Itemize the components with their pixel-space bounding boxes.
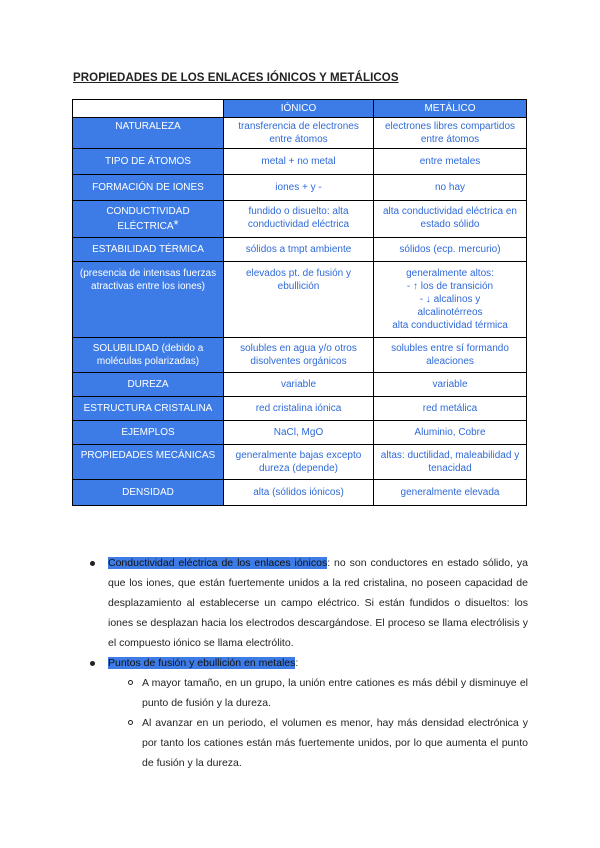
metalico-intro: generalmente altos: <box>406 268 494 279</box>
bullet-puntos-fusion <box>90 653 528 673</box>
cell-ionico: fundido o disuelto: alta conductividad eléctrica <box>224 201 374 238</box>
cell-metalico: Aluminio, Cobre <box>374 421 527 445</box>
row-label: CONDUCTIVIDAD ELÉCTRICA <box>106 206 190 232</box>
cell-metalico: sólidos (ecp. mercurio) <box>374 238 527 262</box>
bullet-conductividad <box>90 553 528 653</box>
asterisk-mark: * <box>173 217 179 232</box>
table-row <box>73 175 527 201</box>
cell-ionico: NaCl, MgO <box>224 421 374 445</box>
bullet-dot-icon <box>90 661 95 666</box>
table-row <box>73 238 527 262</box>
cell-ionico: solubles en agua y/o otros disolventes orgánicos <box>224 338 374 373</box>
cell-metalico: altas: ductilidad, maleabilidad y tenacidad <box>374 445 527 480</box>
cell-ionico: elevados pt. de fusión y ebullición <box>224 262 374 338</box>
highlighted-term: Conductividad eléctrica de los enlaces iónicos <box>108 557 328 569</box>
cell-metalico: entre metales <box>374 149 527 175</box>
table-row <box>73 262 527 338</box>
cell-metalico: alta conductividad eléctrica en estado sólido <box>374 201 527 238</box>
table-row <box>73 201 527 238</box>
column-header-metalico: METÁLICO <box>374 100 527 118</box>
table-row <box>73 445 527 480</box>
cell-metalico: solubles entre sí formando aleaciones <box>374 338 527 373</box>
table-row <box>73 118 527 149</box>
row-label: NATURALEZA <box>73 118 224 149</box>
header-blank-cell <box>73 100 224 118</box>
row-label: DUREZA <box>73 373 224 397</box>
list-item: - ↓ alcalinos y <box>419 294 481 305</box>
row-label: EJEMPLOS <box>73 421 224 445</box>
metalico-list <box>377 280 523 319</box>
cell-metalico: electrones libres compartidos entre átomos <box>374 118 527 149</box>
list-item: - ↑ los de transición <box>406 281 494 292</box>
cell-metalico <box>374 262 527 338</box>
cell-ionico: iones + y - <box>224 175 374 201</box>
row-label: SOLUBILIDAD (debido a moléculas polarizadas) <box>73 338 224 373</box>
sub-bullet-text: A mayor tamaño, en un grupo, la unión entre cationes es más débil y disminuye el punto de fusión y la dureza. <box>142 677 528 709</box>
sub-bullet-circle-icon <box>128 720 133 725</box>
cell-ionico: sólidos a tmpt ambiente <box>224 238 374 262</box>
column-header-ionico: IÓNICO <box>224 100 374 118</box>
sub-bullet-text: Al avanzar en un periodo, el volumen es menor, hay más densidad electrónica y por tanto los cationes están más fuertemente unidos, por lo que aumenta el punto de fusión y la dureza. <box>142 717 528 769</box>
sub-bullet-periodo <box>90 713 528 773</box>
row-label: DENSIDAD <box>73 480 224 506</box>
table-row <box>73 338 527 373</box>
row-label-cell <box>73 201 224 238</box>
cell-ionico: variable <box>224 373 374 397</box>
row-label: FORMACIÓN DE IONES <box>73 175 224 201</box>
table-row <box>73 480 527 506</box>
cell-metalico: red metálica <box>374 397 527 421</box>
cell-ionico: alta (sólidos iónicos) <box>224 480 374 506</box>
cell-ionico: metal + no metal <box>224 149 374 175</box>
table-header-row <box>73 100 527 118</box>
cell-metalico: generalmente elevada <box>374 480 527 506</box>
list-item: alcalinotérreos <box>417 307 483 318</box>
cell-ionico: red cristalina iónica <box>224 397 374 421</box>
table-row <box>73 421 527 445</box>
row-label: TIPO DE ÁTOMOS <box>73 149 224 175</box>
bullet-dot-icon <box>90 561 95 566</box>
cell-ionico: transferencia de electrones entre átomos <box>224 118 374 149</box>
properties-table <box>72 99 527 506</box>
cell-metalico: variable <box>374 373 527 397</box>
sub-bullet-circle-icon <box>128 680 133 685</box>
cell-metalico: no hay <box>374 175 527 201</box>
bullet-text: : no son conductores en estado sólido, ya que los iones, que están fuertemente unidos a la red cristalina, no poseen capacidad de desplazamiento al establecerse un campo eléctrico. Si están fundidos o disueltos: los iones se desplazan hacia los electrodos descargándose. El proceso se llama electrólisis y el compuesto iónico se llama electrólito. <box>108 557 528 649</box>
row-label: PROPIEDADES MECÁNICAS <box>73 445 224 480</box>
page-title: PROPIEDADES DE LOS ENLACES IÓNICOS Y METÁLICOS <box>73 72 399 84</box>
sub-bullet-tamano <box>90 673 528 713</box>
row-label: ESTABILIDAD TÉRMICA <box>73 238 224 262</box>
table-row <box>73 373 527 397</box>
metalico-tail: alta conductividad térmica <box>392 320 508 331</box>
row-label: (presencia de intensas fuerzas atractivas entre los iones) <box>73 262 224 338</box>
bullet-text: : <box>295 657 299 669</box>
notes-section <box>90 553 528 773</box>
highlighted-term: Puntos de fusión y ebullición en metales <box>108 657 296 669</box>
row-label: ESTRUCTURA CRISTALINA <box>73 397 224 421</box>
table-row <box>73 397 527 421</box>
table-row <box>73 149 527 175</box>
cell-ionico: generalmente bajas excepto dureza (depende) <box>224 445 374 480</box>
